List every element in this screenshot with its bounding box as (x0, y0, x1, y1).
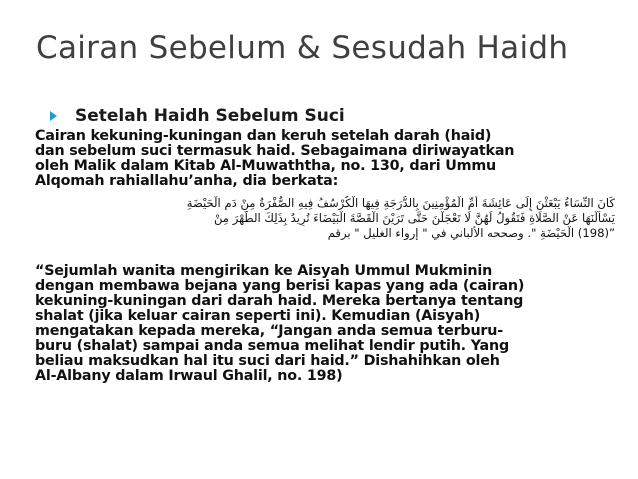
paragraph-line: mengatakan kepada mereka, “Jangan anda semua terburu- (35, 324, 503, 339)
paragraph-line: shalat (jika keluar cairan seperti ini). Kemudian (Aisyah) (35, 309, 481, 324)
paragraph-line: Al-Albany dalam Irwaul Ghalil, no. 198) (35, 369, 343, 384)
paragraph-line: dengan membawa bejana yang berisi kapas yang ada (cairan) (35, 279, 525, 294)
arabic-line: ”(198) الْحَيْضَةِ ". وصححه الألباني في " إرواء الغليل " برقم (327, 226, 615, 240)
arabic-line: كَانَ النِّسَاءُ يَبْعَثْنَ إِلَى عَائِشَةَ أُمِّ الْمُؤْمِنِينَ بِالدُّرَجَةِ فِيهَا الْكُرْسُفُ فِيهِ الصُّفْرَةُ مِنْ دَمِ الْحَيْضَةِ (186, 196, 615, 210)
paragraph-line: “Sejumlah wanita mengirikan ke Aisyah Ummul Mukminin (35, 264, 493, 279)
paragraph-line: oleh Malik dalam Kitab Al-Muwaththa, no. 130, dari Ummu (35, 159, 497, 174)
paragraph-line: buru (shalat) sampai anda semua melihat lendir putih. Yang (35, 339, 509, 354)
arabic-hadith-text (35, 196, 615, 241)
paragraph-line: dan sebelum suci termasuk haid. Sebagaimana diriwayatkan (35, 144, 515, 159)
triangle-bullet-icon (50, 111, 57, 121)
bullet-item (50, 103, 345, 129)
paragraph-intro (35, 129, 615, 189)
paragraph-line: beliau maksudkan hal itu suci dari haid.” Dishahihkan oleh (35, 354, 500, 369)
paragraph-line: Cairan kekuning-kuningan dan keruh setelah darah (haid) (35, 129, 492, 144)
slide-title: Cairan Sebelum & Sesudah Haidh (36, 30, 569, 66)
paragraph-line: kekuning-kuningan dari darah haid. Mereka bertanya tentang (35, 294, 524, 309)
bullet-heading: Setelah Haidh Sebelum Suci (75, 106, 345, 126)
arabic-line: يَسْأَلْنَهَا عَنْ الصَّلَاةِ فَتَقُولُ لَهُنَّ لَا تَعْجَلْنَ حَتَّى تَرَيْنَ الْقَصَّةَ الْبَيْضَاءَ تُرِيدُ بِذَلِكَ الطُّهْرَ مِنْ (213, 211, 615, 225)
paragraph-translation (35, 264, 615, 384)
paragraph-line: Alqomah rahiallahu’anha, dia berkata: (35, 174, 339, 189)
